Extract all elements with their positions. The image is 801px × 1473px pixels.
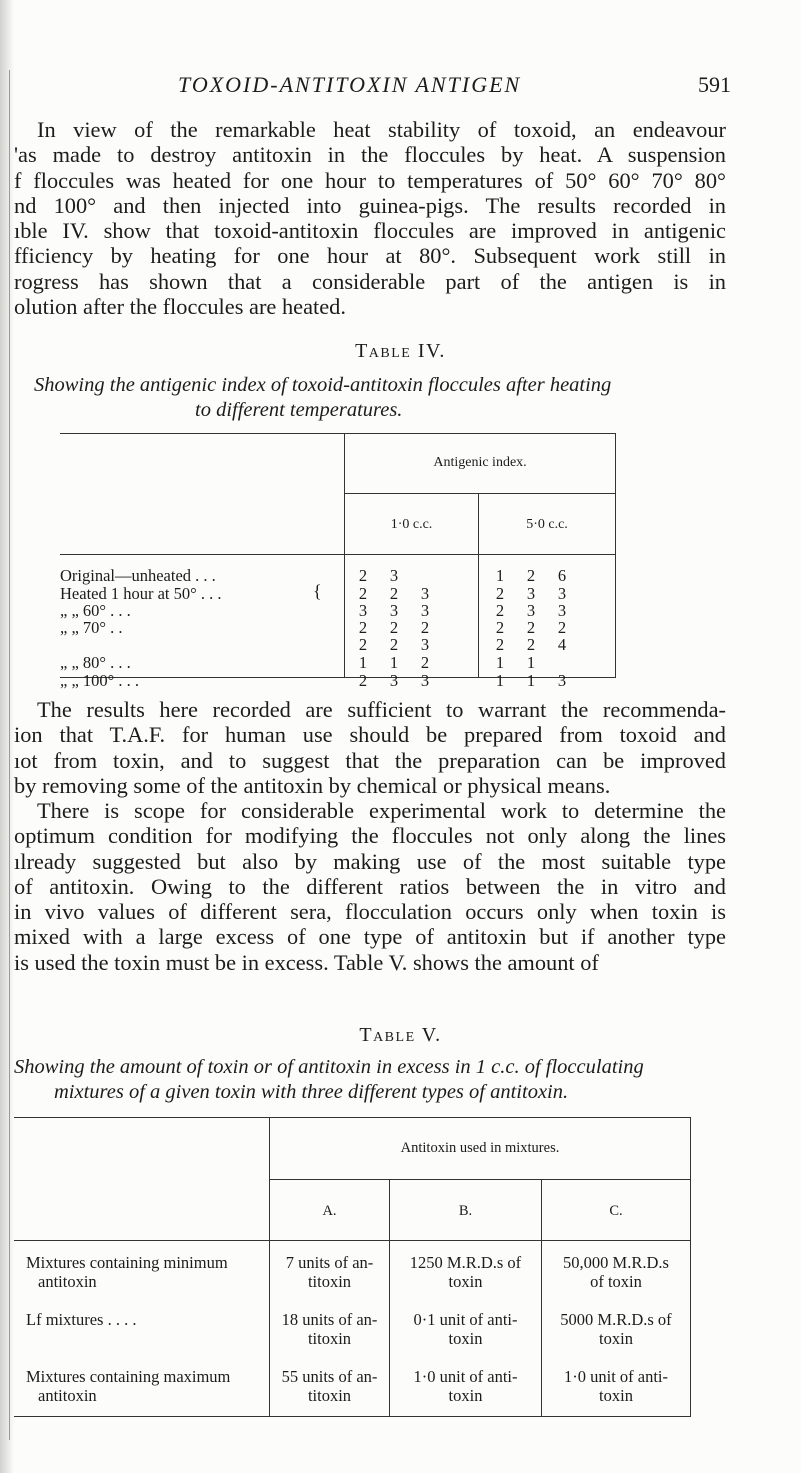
table-4-cell: 3 <box>420 601 430 620</box>
text-line: The results here recorded are sufficient to warrant the recommenda- <box>37 697 726 722</box>
table-4-row-label: „ „ 100° . . . <box>60 671 139 690</box>
table-4-cell: 2 <box>526 618 536 637</box>
table-4-cell: 2 <box>389 584 399 603</box>
table-4-cell: 2 <box>358 566 368 585</box>
text-line: nd 100° and then injected into guinea-pigs. The results recorded in <box>14 192 726 218</box>
table-4-cell: 1 <box>358 653 368 672</box>
table-5-header-rule <box>14 1240 691 1241</box>
table-4-cell: 1 <box>526 653 536 672</box>
table-5-cell: 55 units of an- titoxin <box>281 1367 378 1405</box>
table-4-cell: 1 <box>389 653 399 672</box>
table-4-cell: 3 <box>526 601 536 620</box>
table-4-row-label: Heated 1 hour at 50° . . . <box>60 584 222 603</box>
table-4-cell: 2 <box>495 635 505 654</box>
text-line: by removing some of the antitoxin by chemical or physical means. <box>14 772 611 798</box>
table-4-cell: 4 <box>557 635 567 654</box>
table-4-cell: 3 <box>557 671 567 690</box>
page-edge-line <box>9 70 10 1440</box>
text-line: ılready suggested but also by making use of the most suitable type <box>14 848 726 874</box>
table-4-cell: 2 <box>358 618 368 637</box>
table-4-cell: 3 <box>420 584 430 603</box>
text-line: 'as made to destroy antitoxin in the floccules by heat. A suspension <box>14 142 726 168</box>
table-4-cell: 3 <box>420 671 430 690</box>
table-5-rule <box>270 1179 691 1180</box>
table-4-row-label: „ „ 60° . . . <box>60 601 131 620</box>
table-4-cell: 3 <box>557 584 567 603</box>
text-line: olution after the floccules are heated. <box>14 294 346 320</box>
table-5-cell: 50,000 M.R.D.s of toxin <box>563 1253 669 1291</box>
table-4-cell: 2 <box>358 635 368 654</box>
table-5-caption: mixtures of a given toxin with three different types of antitoxin. <box>54 1081 569 1103</box>
table-4-cell: 2 <box>495 601 505 620</box>
table-4-cell: 2 <box>495 618 505 637</box>
table-5-column-header: C. <box>609 1203 623 1219</box>
table-4-caption: to different temperatures. <box>195 399 403 421</box>
table-5-cell: 1250 M.R.D.s of toxin <box>409 1253 522 1291</box>
table-4-cell: 1 <box>495 566 505 585</box>
table-5-cell: 1·0 unit of anti- toxin <box>413 1367 518 1405</box>
table-5-cell: 18 units of an- titoxin <box>281 1310 378 1348</box>
table-4-cell: 3 <box>358 601 368 620</box>
text-line: In view of the remarkable heat stability of toxoid, an endeavour <box>37 117 726 142</box>
table-4-cell: 2 <box>358 671 368 690</box>
page-number: 591 <box>698 72 731 97</box>
table-5-top-rule <box>14 1117 691 1118</box>
table-5-divider <box>690 1117 691 1417</box>
table-5-bottom-rule <box>14 1416 691 1417</box>
table-4-cell: 2 <box>526 635 536 654</box>
text-line: fficiency by heating for one hour at 80°. Subsequent work still in <box>14 243 726 269</box>
table-4-cell: 1 <box>526 671 536 690</box>
table-4-caption: Showing the antigenic index of toxoid-antitoxin floccules after heating <box>34 374 612 396</box>
table-5-column-header: B. <box>458 1203 473 1219</box>
table-4-cell: 3 <box>420 635 430 654</box>
table-5-caption: Showing the amount of toxin or of antitoxin in excess in 1 c.c. of flocculating <box>14 1056 644 1078</box>
paragraph-results <box>14 697 726 798</box>
table-4-group-header: Antigenic index. <box>433 455 527 470</box>
text-line: is used the toxin must be in excess. Table V. shows the amount of <box>14 949 599 975</box>
table-4-cell: 2 <box>557 618 567 637</box>
text-line: There is scope for considerable experimental work to determine the <box>37 798 726 823</box>
table-4-column-header: 5·0 c.c. <box>526 517 568 532</box>
text-line: in vivo values of different sera, flocculation occurs only when toxin is <box>14 899 726 925</box>
table-4-top-rule <box>60 433 616 434</box>
table-4-cell: 2 <box>389 618 399 637</box>
table-4-rule <box>345 493 616 494</box>
table-4-cell: 1 <box>495 653 505 672</box>
table-4-cell: 3 <box>557 601 567 620</box>
table-4-cell: 6 <box>557 566 567 585</box>
table-5-cell: 0·1 unit of anti- toxin <box>413 1310 518 1348</box>
paragraph-scope <box>14 798 726 975</box>
table-5-row-label: Mixtures containing maximum antitoxin <box>26 1367 231 1405</box>
table-5-column-header: A. <box>322 1203 337 1219</box>
table-4-row-label: Original—unheated . . . <box>60 566 216 585</box>
text-line: rogress has shown that a considerable part of the antigen is in <box>14 268 726 294</box>
table-4-cell: 2 <box>420 653 430 672</box>
table-4-column-header: 1·0 c.c. <box>390 517 433 532</box>
table-4-cell: 3 <box>389 601 399 620</box>
table-4-cell: 2 <box>358 584 368 603</box>
table-5-group-header: Antitoxin used in mixtures. <box>400 1140 560 1156</box>
table-4-row-label: „ „ 70° . . <box>60 618 123 637</box>
table-4-cell: 2 <box>526 566 536 585</box>
table-5-cell: 1·0 unit of anti- toxin <box>563 1367 669 1405</box>
text-line: of antitoxin. Owing to the different ratios between the in vitro and <box>14 873 726 899</box>
text-line: f floccules was heated for one hour to temperatures of 50° 60° 70° 80° <box>14 167 726 193</box>
table-4-cell: 1 <box>495 671 505 690</box>
table-4-cell: 2 <box>389 635 399 654</box>
table-5-row-label: Mixtures containing minimum antitoxin <box>26 1253 228 1291</box>
text-line: ıble IV. show that toxoid-antitoxin floccules are improved in antigenic <box>14 218 726 244</box>
table-4-divider <box>615 433 616 678</box>
table-4-cell: 3 <box>526 584 536 603</box>
text-line: optimum condition for modifying the floccules not only along the lines <box>14 823 726 849</box>
table-4-header-rule <box>60 554 616 555</box>
running-header: TOXOID-ANTITOXIN ANTIGEN <box>178 72 522 97</box>
table-4-title: Table IV. <box>355 340 446 362</box>
table-4-cell: 3 <box>389 566 399 585</box>
table-4-cell: 2 <box>420 618 430 637</box>
text-line: mixed with a large excess of one type of antitoxin but if another type <box>14 924 726 950</box>
text-line: ion that T.A.F. for human use should be prepared from toxoid and <box>14 722 726 748</box>
table-5-row-label: Lf mixtures . . . . <box>26 1310 137 1329</box>
paragraph-intro <box>14 117 726 319</box>
table-4-cell: 2 <box>495 584 505 603</box>
text-line: ıot from toxin, and to suggest that the preparation can be improved <box>14 747 726 773</box>
brace-mark: { <box>313 581 322 601</box>
page-edge-shadow <box>0 0 14 1473</box>
table-4-cell: 3 <box>389 671 399 690</box>
table-5-cell: 7 units of an- titoxin <box>285 1253 374 1291</box>
table-5-cell: 5000 M.R.D.s of toxin <box>560 1310 672 1348</box>
table-5-title: Table V. <box>359 1024 442 1046</box>
table-4-row-label: „ „ 80° . . . <box>60 653 131 672</box>
